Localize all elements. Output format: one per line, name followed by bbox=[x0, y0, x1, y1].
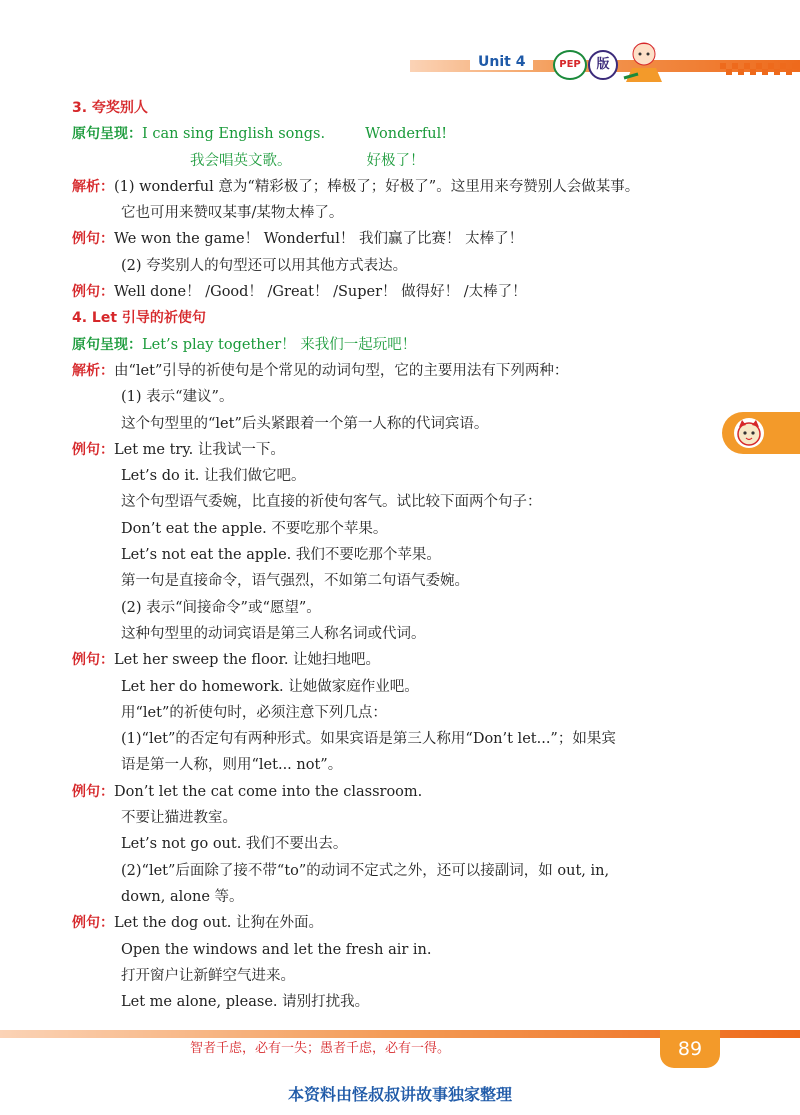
example-line: Let’s do it. 让我们做它吧。 bbox=[121, 468, 306, 485]
text-line: Don’t eat the apple. 不要吃那个苹果。 bbox=[121, 520, 388, 537]
page-content bbox=[72, 95, 762, 1015]
text-line: Let her do homework. 让她做家庭作业吧。 bbox=[121, 678, 419, 695]
unit-label: Unit 4 bbox=[470, 54, 533, 70]
text-line: 第一句是直接命令，语气强烈，不如第二句语气委婉。 bbox=[121, 573, 469, 590]
original-sentence-zh: 我会唱英文歌。 好极了！ bbox=[190, 152, 425, 169]
page-number: 89 bbox=[660, 1030, 720, 1068]
text-line: Open the windows and let the fresh air in. bbox=[121, 941, 432, 958]
example-line: 例句：Don’t let the cat come into the classroom. bbox=[72, 783, 423, 800]
analysis-line: (2) 夸奖别人的句型还可以用其他方式表达。 bbox=[121, 257, 408, 274]
checker-pattern bbox=[720, 63, 800, 77]
original-sentence-en: 原句呈现：I can sing English songs. Wonderful! bbox=[72, 126, 448, 143]
source-note: 本资料由怪叔叔讲故事独家整理 bbox=[287, 1085, 512, 1104]
mascot-girl-icon bbox=[618, 34, 668, 84]
text-line: 这个句型语气委婉，比直接的祈使句客气。试比较下面两个句子： bbox=[121, 494, 542, 511]
page-header bbox=[0, 0, 800, 92]
original-sentence: 原句呈现：Let’s play together！ 来我们一起玩吧！ bbox=[72, 336, 417, 353]
text-line: 语是第一人称，则用“let... not”。 bbox=[121, 757, 343, 774]
analysis-line: 它也可用来赞叹某事/某物太棒了。 bbox=[121, 205, 344, 222]
section-3-title: 3. 夸奖别人 bbox=[72, 100, 148, 116]
text-line: (1)“let”的否定句有两种形式。如果宾语是第三人称用“Don’t let...”；如果宾 bbox=[121, 731, 616, 748]
analysis-line: 这个句型里的“let”后头紧跟着一个第一人称的代词宾语。 bbox=[121, 415, 489, 432]
text-line: 用“let”的祈使句时，必须注意下列几点： bbox=[121, 704, 387, 721]
text-line: 打开窗户让新鲜空气进来。 bbox=[121, 967, 295, 984]
text-line: down, alone 等。 bbox=[121, 888, 244, 905]
edition-badge: 版 bbox=[588, 50, 618, 80]
text-line: 这种句型里的动词宾语是第三人称名词或代词。 bbox=[121, 625, 426, 642]
analysis-line: (1) 表示“建议”。 bbox=[121, 389, 234, 406]
pep-badge: PEP bbox=[553, 50, 587, 80]
analysis-line: 解析：由“let”引导的祈使句是个常见的动词句型，它的主要用法有下列两种： bbox=[72, 362, 569, 379]
text-line: Let’s not go out. 我们不要出去。 bbox=[121, 836, 348, 853]
text-line: Let’s not eat the apple. 我们不要吃那个苹果。 bbox=[121, 547, 441, 564]
section-4-title: 4. Let 引导的祈使句 bbox=[72, 310, 206, 327]
example-line: 例句：Let me try. 让我试一下。 bbox=[72, 441, 285, 458]
example-line: 例句：Let the dog out. 让狗在外面。 bbox=[72, 915, 324, 932]
footer-quote: 智者千虑，必有一失；愚者千虑，必有一得。 bbox=[189, 1041, 450, 1056]
example-line: 例句：Let her sweep the floor. 让她扫地吧。 bbox=[72, 652, 381, 669]
text-line: Let me alone, please. 请别打扰我。 bbox=[121, 994, 370, 1011]
text-line: 不要让猫进教室。 bbox=[121, 810, 237, 827]
cat-face-icon bbox=[734, 418, 764, 448]
text-line: (2) 表示“间接命令”或“愿望”。 bbox=[121, 599, 321, 616]
example-line: 例句：Well done！ /Good！ /Great！ /Super！ 做得好！ /太棒了！ bbox=[72, 284, 527, 301]
text-line: (2)“let”后面除了接不带“to”的动词不定式之外，还可以接副词，如 out, in, bbox=[121, 862, 610, 879]
example-line: 例句：We won the game！ Wonderful！ 我们赢了比赛！ 太棒了！ bbox=[72, 231, 524, 248]
analysis-line: 解析：(1) wonderful 意为“精彩极了；棒极了；好极了”。这里用来夸赞别人会做某事。 bbox=[72, 178, 640, 195]
